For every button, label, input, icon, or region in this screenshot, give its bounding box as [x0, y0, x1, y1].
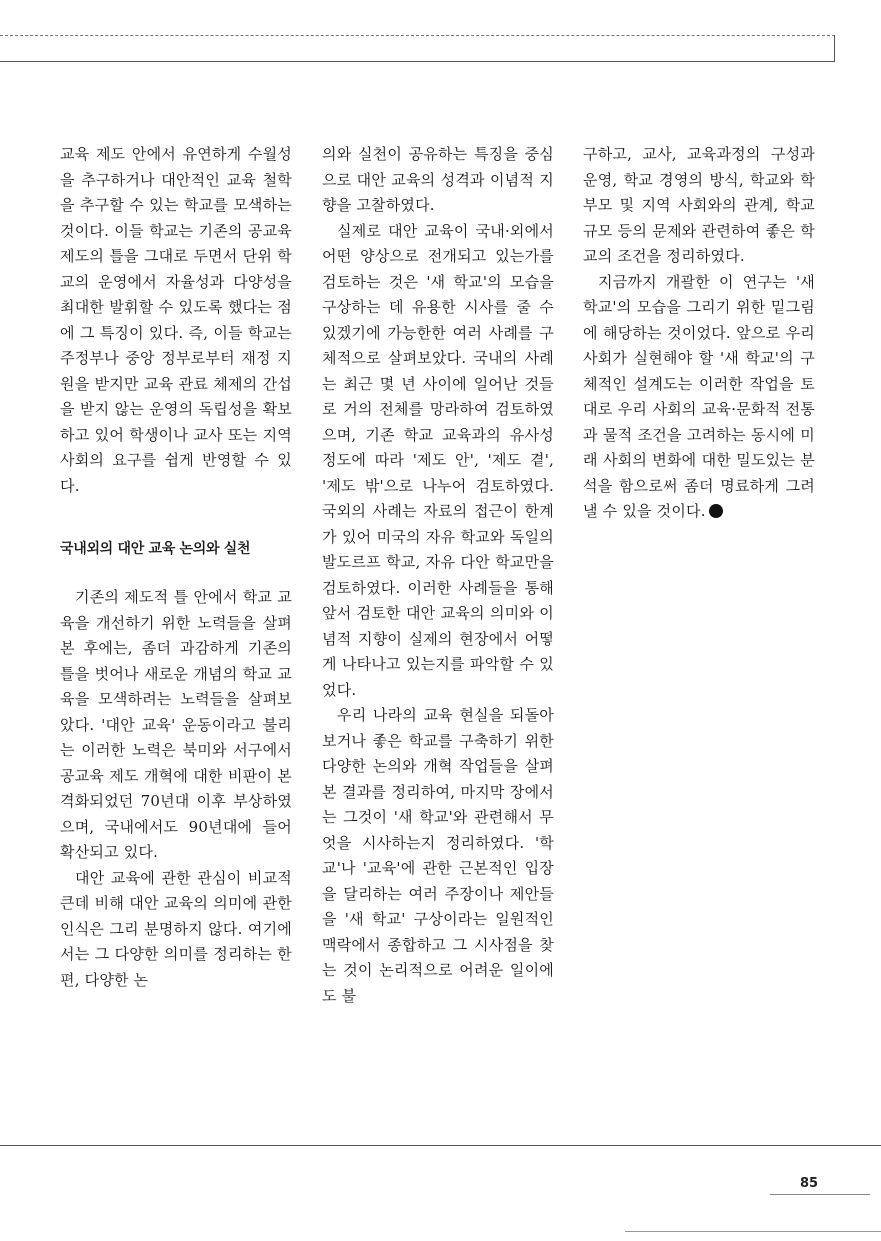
- header-dashed-rule: [0, 35, 835, 36]
- paragraph: [583, 270, 815, 525]
- paragraph-text: 지금까지 개괄한 이 연구는 '새 학교'의 모습을 그리기 위한 밑그림에 해당하는 것이었다. 앞으로 우리 사회가 실현해야 할 '새 학교'의 구체적인 설계도는 이러한 작업을 토대로 우리 사회의 교육·문화적 전통과 물적 조건을 고려하는 동시에 미래 사회의 변화에 대한 밀도있는 분석을 함으로써 좀더 명료하게 그려낼 수 있을 것이다.: [583, 272, 815, 520]
- page-number-rule: [770, 1194, 870, 1195]
- page-number: 85: [800, 1176, 819, 1191]
- paragraph: 대안 교육에 관한 관심이 비교적 큰데 비해 대안 교육의 의미에 관한 인식은 그리 분명하지 않다. 여기에서는 그 다양한 의미를 정리하는 한편, 다양한 논: [60, 868, 292, 989]
- footer-rule: [0, 1145, 881, 1146]
- end-of-article-icon: [709, 504, 723, 518]
- paragraph: 기존의 제도적 틀 안에서 학교 교육을 개선하기 위한 노력들을 살펴본 후에는, 좀더 과감하게 기존의 틀을 벗어나 새로운 개념의 학교 교육을 모색하려는 노력들을 살펴보았다. '대안 교육' 운동이라고 불리는 이러한 노력은 북미와 서구에서 공교육 제도 개혁에 대한 비판이 본격화되었던 70년대 이후 부상하였으며, 국내에서도 90년대에 들어 확산되고 있다.: [60, 588, 292, 861]
- paragraph: 우리 나라의 교육 현실을 되돌아 보거나 좋은 학교를 구축하기 위한 다양한 논의와 개혁 작업들을 살펴본 결과를 정리하여, 마지막 장에서는 그것이 '새 학교'와 관련해서 무엇을 시사하는지 정리하였다. '학교'나 '교육'에 관한 근본적인 입장을 달리하는 여러 주장이나 제안들을 '새 학교' 구상이라는 일원적인 맥락에서 종합하고 그 시사점을 찾는 것이 논리적으로 어려운 일이에도 불: [322, 706, 554, 1005]
- paragraph: 교육 제도 안에서 유연하게 수월성을 추구하거나 대안적인 교육 철학을 추구할 수 있는 학교를 모색하는 것이다. 이들 학교는 기존의 공교육 제도의 틀을 그대로 두면서 단위 학교의 운영에서 자율성과 다양성을 최대한 발휘할 수 있도록 했다는 점에 그 특징이 있다. 즉, 이들 학교는 주정부나 중앙 정부로부터 재정 지원을 받지만 교육 관료 체제의 간섭을 받지 않는 운영의 독립성을 확보하고 있어 학생이나 교사 또는 지역 사회의 요구를 쉽게 반영할 수 있다.: [60, 145, 292, 495]
- text-column-2: [322, 142, 554, 1009]
- footer-short-rule: [625, 1231, 881, 1232]
- text-column-3: [583, 142, 815, 525]
- header-rule-tick: [834, 35, 835, 62]
- paragraph: 실제로 대안 교육이 국내·외에서 어떤 양상으로 전개되고 있는가를 검토하는 것은 '새 학교'의 모습을 구상하는 데 유용한 시사를 줄 수 있겠기에 가능한한 여러 사례를 구체적으로 살펴보았다. 국내의 사례는 최근 몇 년 사이에 일어난 것들로 거의 전체를 망라하여 검토하였으며, 기존 학교 교육과의 유사성 정도에 따라 '제도 안', '제도 곁', '제도 밖'으로 나누어 검토하였다. 국외의 사례는 자료의 접근이 한계가 있어 미국의 자유 학교와 독일의 발도르프 학교, 자유 다안 학교만을 검토하였다. 이러한 사례들을 통해 앞서 검토한 대안 교육의 의미와 이념적 지향이 실제의 현장에서 어떻게 나타나고 있는지를 파악할 수 있었다.: [322, 221, 554, 699]
- section-heading: 국내외의 대안 교육 논의와 실천: [60, 541, 251, 557]
- text-column-1: [60, 142, 292, 993]
- header-rule: [0, 61, 835, 62]
- paragraph: 의와 실천이 공유하는 특징을 중심으로 대안 교육의 성격과 이념적 지향을 고찰하였다.: [322, 145, 554, 214]
- paragraph: 구하고, 교사, 교육과정의 구성과 운영, 학교 경영의 방식, 학교와 학부모 및 지역 사회와의 관계, 학교 규모 등의 문제와 관련하여 좋은 학교의 조건을 정리하였다.: [583, 145, 815, 265]
